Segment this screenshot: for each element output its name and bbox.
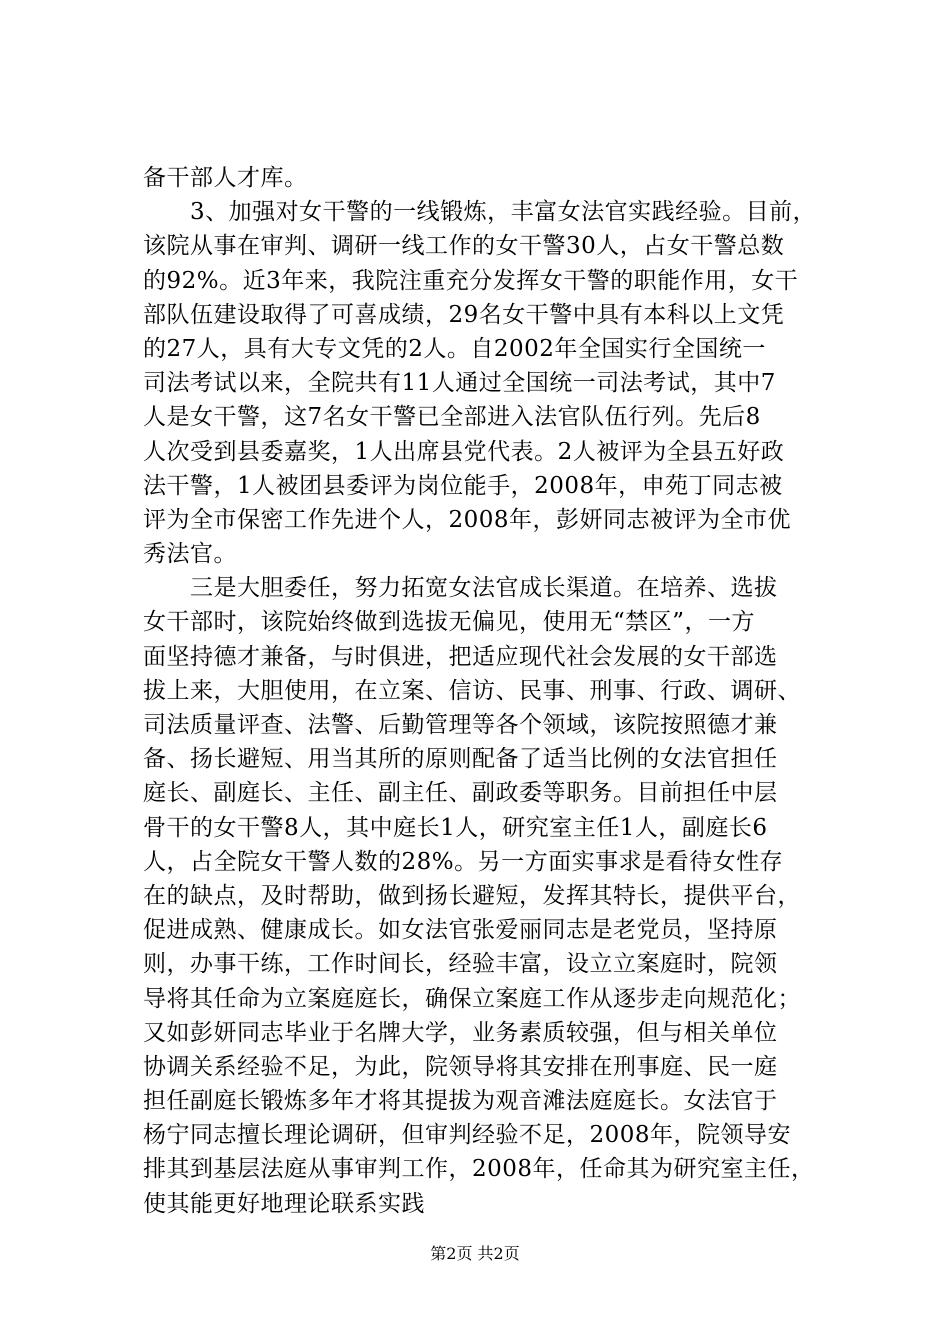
document-body	[143, 161, 823, 1221]
text-line: 该院从事在审判、调研一线工作的女干警30人，占女干警总数	[143, 233, 785, 260]
text-line: 在的缺点，及时帮助，做到扬长避短，发挥其特长，提供平台，	[143, 882, 801, 909]
text-line: 导将其任命为立案庭庭长，确保立案庭工作从逐步走向规范化；	[143, 985, 801, 1012]
text-line: 部队伍建设取得了可喜成绩，29名女干警中具有本科以上文凭	[143, 301, 785, 328]
text-line: 则，办事干练，工作时间长，经验丰富，设立立案庭时，院领	[143, 951, 778, 978]
text-line: 三是大胆委任，努力拓宽女法官成长渠道。在培养、选拔	[143, 575, 778, 602]
text-line: 人，占全院女干警人数的28%。另一方面实事求是看待女性存	[143, 848, 784, 875]
text-line: 又如彭妍同志毕业于名牌大学，业务素质较强，但与相关单位	[143, 1019, 778, 1046]
text-line: 庭长、副庭长、主任、副主任、副政委等职务。目前担任中层	[143, 780, 778, 807]
text-line: 骨干的女干警8人，其中庭长1人，研究室主任1人，副庭长6	[143, 814, 768, 841]
text-line: 排其到基层法庭从事审判工作，2008年，任命其为研究室主任，	[143, 1156, 815, 1183]
text-line: 促进成熟、健康成长。如女法官张爱丽同志是老党员，坚持原	[143, 917, 778, 944]
text-line: 使其能更好地理论联系实践	[143, 1190, 425, 1217]
text-line: 评为全市保密工作先进个人，2008年，彭妍同志被评为全市优	[143, 506, 792, 533]
text-line: 秀法官。	[143, 541, 237, 568]
text-line: 司法质量评查、法警、后勤管理等各个领域，该院按照德才兼	[143, 712, 778, 738]
text-line: 备干部人才库。	[143, 165, 308, 191]
text-line: 备、扬长避短、用当其所的原则配备了适当比例的女法官担任	[143, 746, 778, 773]
text-line: 的92%。近3年来，我院注重充分发挥女干警的职能作用，女干	[143, 267, 799, 294]
text-line: 3、加强对女干警的一线锻炼，丰富女法官实践经验。目前，	[143, 199, 817, 226]
page-number: 第2页 共2页	[430, 1244, 520, 1263]
page-footer	[0, 1244, 950, 1264]
text-line: 女干部时，该院始终做到选拔无偏见，使用无“禁区”，一方	[143, 609, 756, 636]
text-line: 杨宁同志擅长理论调研，但审判经验不足，2008年，院领导安	[143, 1122, 792, 1149]
text-line: 司法考试以来，全院共有11人通过全国统一司法考试，其中7	[143, 370, 776, 397]
text-line: 法干警，1人被团县委评为岗位能手，2008年，申苑丁同志被	[143, 472, 783, 499]
text-line: 面坚持德才兼备，与时俱进，把适应现代社会发展的女干部选	[143, 643, 778, 670]
text-line: 的27人，具有大专文凭的2人。自2002年全国实行全国统一	[143, 335, 766, 362]
text-line: 拔上来，大胆使用，在立案、信访、民事、刑事、行政、调研、	[143, 677, 801, 704]
text-line: 担任副庭长锻炼多年才将其提拔为观音滩法庭庭长。女法官于	[143, 1088, 778, 1115]
text-line: 人次受到县委嘉奖，1人出席县党代表。2人被评为全县五好政	[143, 438, 785, 465]
text-line: 协调关系经验不足，为此，院领导将其安排在刑事庭、民一庭	[143, 1053, 778, 1080]
text-line: 人是女干警，这7名女干警已全部进入法官队伍行列。先后8	[143, 404, 761, 431]
